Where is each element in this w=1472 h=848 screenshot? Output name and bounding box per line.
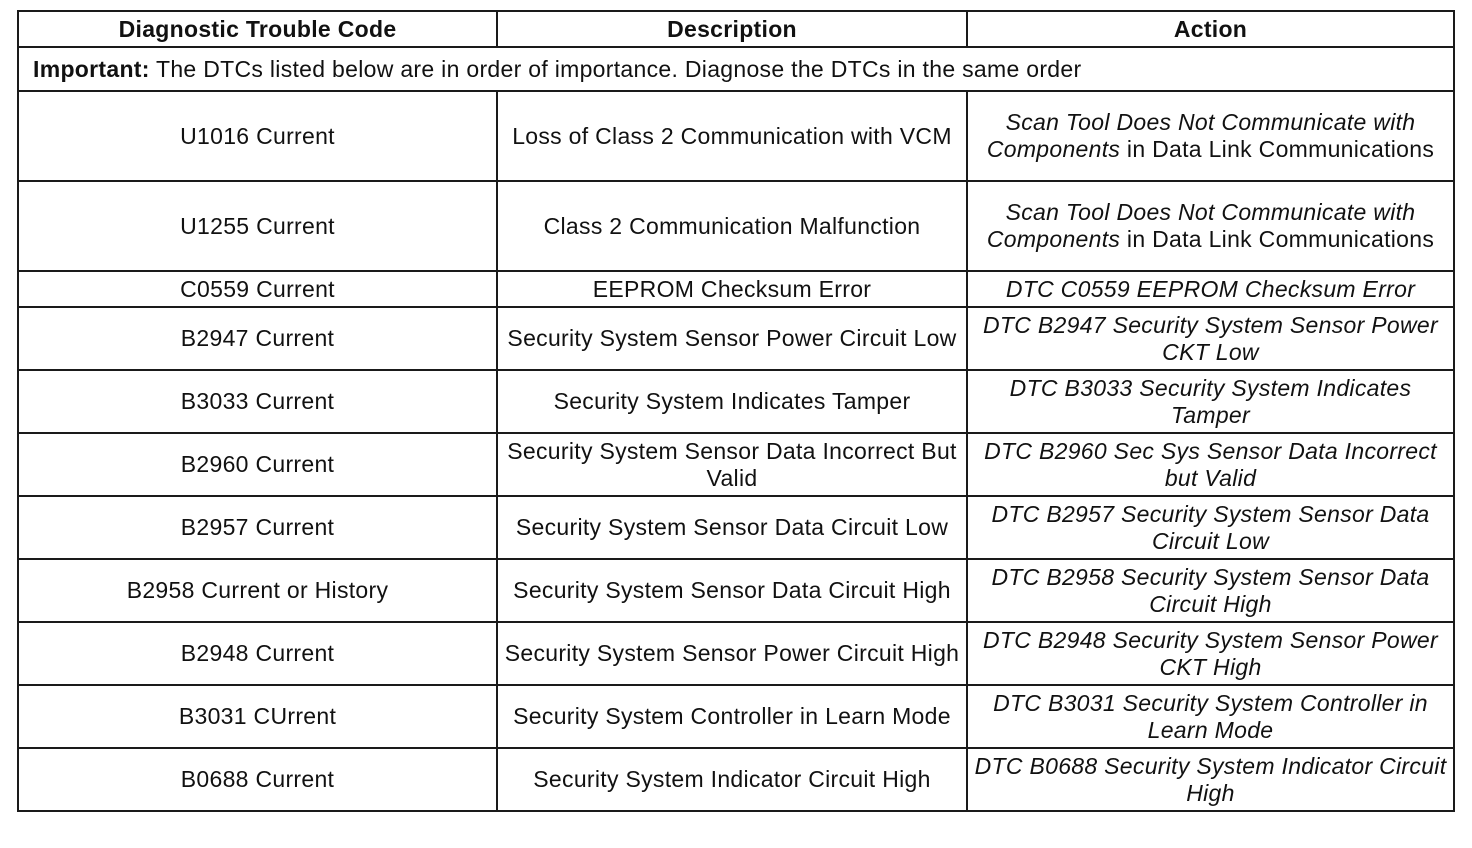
- important-text: The DTCs listed below are in order of importance. Diagnose the DTCs in the same order: [149, 55, 1082, 82]
- dtc-description: Security System Sensor Data Circuit High: [497, 559, 967, 622]
- important-note: [18, 47, 1454, 91]
- dtc-code: C0559 Current: [18, 271, 497, 307]
- dtc-description: Security System Controller in Learn Mode: [497, 685, 967, 748]
- note-row: [18, 47, 1454, 91]
- dtc-action: DTC B2957 Security System Sensor Data Circuit Low: [967, 496, 1454, 559]
- important-label: Important:: [33, 55, 150, 82]
- dtc-action: DTC B2947 Security System Sensor Power CKT Low: [967, 307, 1454, 370]
- table-row: [18, 370, 1454, 433]
- table-row: [18, 433, 1454, 496]
- table-row: [18, 748, 1454, 811]
- dtc-description: Security System Sensor Data Incorrect But Valid: [497, 433, 967, 496]
- dtc-description: Security System Indicates Tamper: [497, 370, 967, 433]
- dtc-code: B2960 Current: [18, 433, 497, 496]
- dtc-action: DTC B2958 Security System Sensor Data Circuit High: [967, 559, 1454, 622]
- table-row: [18, 271, 1454, 307]
- dtc-code: U1255 Current: [18, 181, 497, 271]
- dtc-action: DTC C0559 EEPROM Checksum Error: [967, 271, 1454, 307]
- table-row: [18, 622, 1454, 685]
- dtc-action: DTC B2960 Sec Sys Sensor Data Incorrect but Valid: [967, 433, 1454, 496]
- dtc-code: B3031 CUrrent: [18, 685, 497, 748]
- dtc-code: U1016 Current: [18, 91, 497, 181]
- dtc-code: B3033 Current: [18, 370, 497, 433]
- table-row: [18, 91, 1454, 181]
- dtc-code: B2957 Current: [18, 496, 497, 559]
- dtc-description: EEPROM Checksum Error: [497, 271, 967, 307]
- table-row: [18, 181, 1454, 271]
- dtc-description: Security System Sensor Power Circuit Low: [497, 307, 967, 370]
- table-row: [18, 307, 1454, 370]
- dtc-action: DTC B2948 Security System Sensor Power CKT High: [967, 622, 1454, 685]
- action-suffix: in Data Link Communications: [1120, 136, 1435, 162]
- dtc-action: DTC B3033 Security System Indicates Tamper: [967, 370, 1454, 433]
- table-row: [18, 496, 1454, 559]
- dtc-description: Security System Indicator Circuit High: [497, 748, 967, 811]
- action-link-text: Scan Tool Does Not Communicate with Components: [986, 199, 1416, 252]
- dtc-table: [17, 10, 1455, 812]
- dtc-action: DTC B3031 Security System Controller in Learn Mode: [967, 685, 1454, 748]
- action-link-text: Scan Tool Does Not Communicate with Components: [986, 109, 1416, 162]
- dtc-action: [967, 91, 1454, 181]
- dtc-description: Loss of Class 2 Communication with VCM: [497, 91, 967, 181]
- header-row: [18, 11, 1454, 47]
- dtc-description: Class 2 Communication Malfunction: [497, 181, 967, 271]
- dtc-description: Security System Sensor Power Circuit High: [497, 622, 967, 685]
- header-action: Action: [967, 11, 1454, 47]
- dtc-description: Security System Sensor Data Circuit Low: [497, 496, 967, 559]
- dtc-code: B2947 Current: [18, 307, 497, 370]
- action-suffix: in Data Link Communications: [1120, 226, 1435, 252]
- dtc-action: [967, 181, 1454, 271]
- header-code: Diagnostic Trouble Code: [18, 11, 497, 47]
- table-row: [18, 685, 1454, 748]
- table-row: [18, 559, 1454, 622]
- dtc-code: B2958 Current or History: [18, 559, 497, 622]
- dtc-action: DTC B0688 Security System Indicator Circuit High: [967, 748, 1454, 811]
- header-description: Description: [497, 11, 967, 47]
- dtc-code: B2948 Current: [18, 622, 497, 685]
- dtc-code: B0688 Current: [18, 748, 497, 811]
